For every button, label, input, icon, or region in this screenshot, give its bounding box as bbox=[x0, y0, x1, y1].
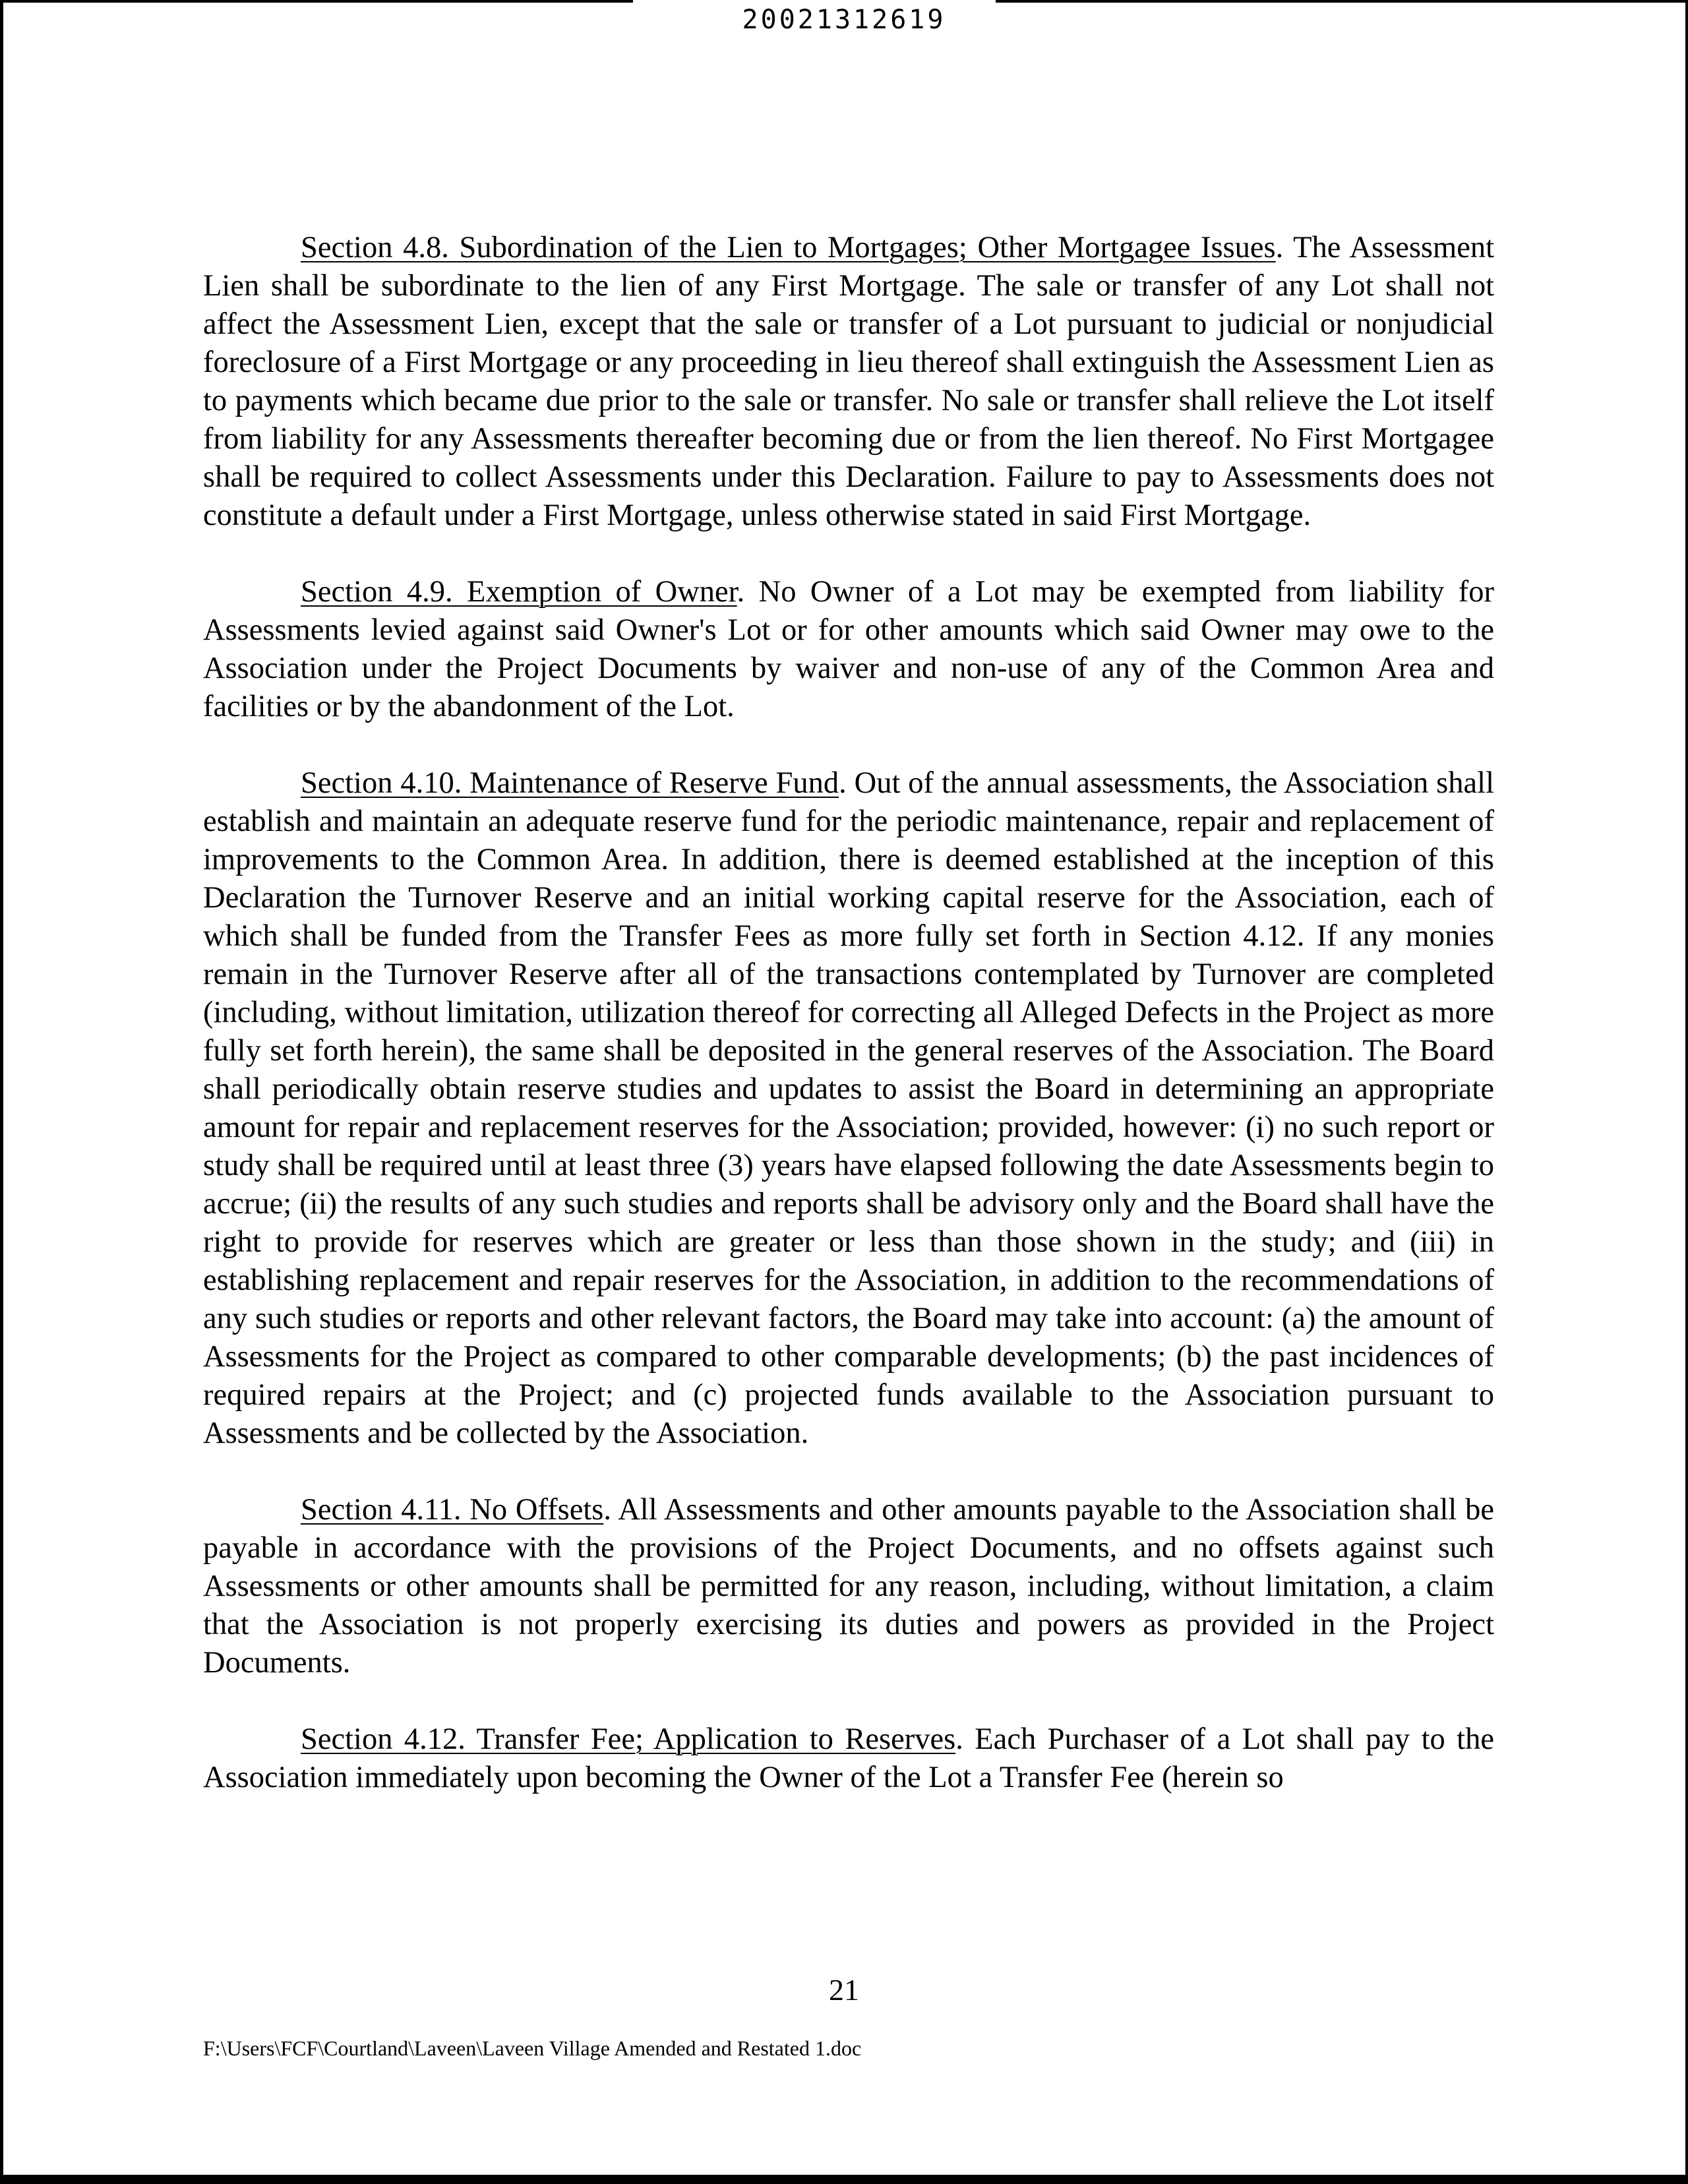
section-text: . Each Purchaser of a Lot shall pay to the Association immediately upon becoming the Owner of the Lot a Transfer Fee (herein so bbox=[203, 1722, 1494, 1794]
section-4-8 bbox=[203, 229, 1494, 535]
section-4-9 bbox=[203, 573, 1494, 726]
scan-edge-left bbox=[0, 0, 3, 2184]
scan-edge-right bbox=[1685, 0, 1688, 2184]
document-number: 20021312619 bbox=[742, 5, 946, 35]
section-heading: Section 4.12. Transfer Fee; Application to Reserves bbox=[301, 1722, 956, 1756]
section-heading: Section 4.10. Maintenance of Reserve Fund bbox=[301, 766, 839, 800]
section-heading: Section 4.11. No Offsets bbox=[301, 1493, 604, 1527]
section-heading: Section 4.8. Subordination of the Lien to Mortgages; Other Mortgagee Issues bbox=[301, 231, 1276, 264]
file-path-footer: F:\Users\FCF\Courtland\Laveen\Laveen Village Amended and Restated 1.doc bbox=[203, 2036, 862, 2060]
section-text: . All Assessments and other amounts payable to the Association shall be payable in accordance with the provisions of the Project Documents, and no offsets against such Assessments or other amounts shall be permitted for any reason, including, without limitation, a claim that the Association is not properly exercising its duties and powers as provided in the Project Documents. bbox=[203, 1493, 1494, 1680]
section-4-11 bbox=[203, 1491, 1494, 1682]
section-4-10 bbox=[203, 764, 1494, 1453]
section-heading: Section 4.9. Exemption of Owner bbox=[301, 575, 737, 609]
section-text: . No Owner of a Lot may be exempted from liability for Assessments levied against said Owner's Lot or for other amounts which said Owner may owe to the Association under the Project Documents by waiver and non-use of any of the Common Area and facilities or by the abandonment of the Lot. bbox=[203, 575, 1495, 723]
scan-edge-bottom bbox=[0, 2175, 1688, 2184]
section-text: . Out of the annual assessments, the Association shall establish and maintain an adequate reserve fund for the periodic maintenance, repair and replacement of improvements to the Common Area. In addition, there is deemed established at the inception of this Declaration the Turnover Reserve and an initial working capital reserve for the Association, each of which shall be funded from the Transfer Fees as more fully set forth in Section 4.12. If any monies remain in the Turnover Reserve after all of the transactions contemplated by Turnover are completed (including, without limitation, utilization thereof for correcting all Alleged Defects in the Project as more fully set forth herein), the same shall be deposited in the general reserves of the Association. The Board shall periodically obtain reserve studies and updates to assist the Board in determining an appropriate amount for repair and replacement reserves for the Association; provided, however: (i) no such report or study shall be required until at least three (3) years have elapsed following the date Assessments begin to accrue; (ii) the results of any such studies and reports shall be advisory only and the Board shall have the right to provide for reserves which are greater or less than those shown in the study; and (iii) in establishing replacement and repair reserves for the Association, in addition to the recommendations of any such studies or reports and other relevant factors, the Board may take into account: (a) the amount of Assessments for the Project as compared to other comparable developments; (b) the past incidences of required repairs at the Project; and (c) projected funds available to the Association pursuant to Assessments and be collected by the Association. bbox=[203, 766, 1494, 1450]
section-4-12 bbox=[203, 1720, 1494, 1797]
section-text: . The Assessment Lien shall be subordinate to the lien of any First Mortgage. The sale or transfer of any Lot shall not affect the Assessment Lien, except that the sale or transfer of a Lot pursuant to judicial or nonjudicial foreclosure of a First Mortgage or any proceeding in lieu thereof shall extinguish the Assessment Lien as to payments which became due prior to the sale or transfer. No sale or transfer shall relieve the Lot itself from liability for any Assessments thereafter becoming due or from the lien thereof. No First Mortgagee shall be required to collect Assessments under this Declaration. Failure to pay to Assessments does not constitute a default under a First Mortgage, unless otherwise stated in said First Mortgage. bbox=[203, 231, 1495, 532]
page-number: 21 bbox=[829, 1973, 859, 2007]
document-body bbox=[203, 229, 1494, 1835]
